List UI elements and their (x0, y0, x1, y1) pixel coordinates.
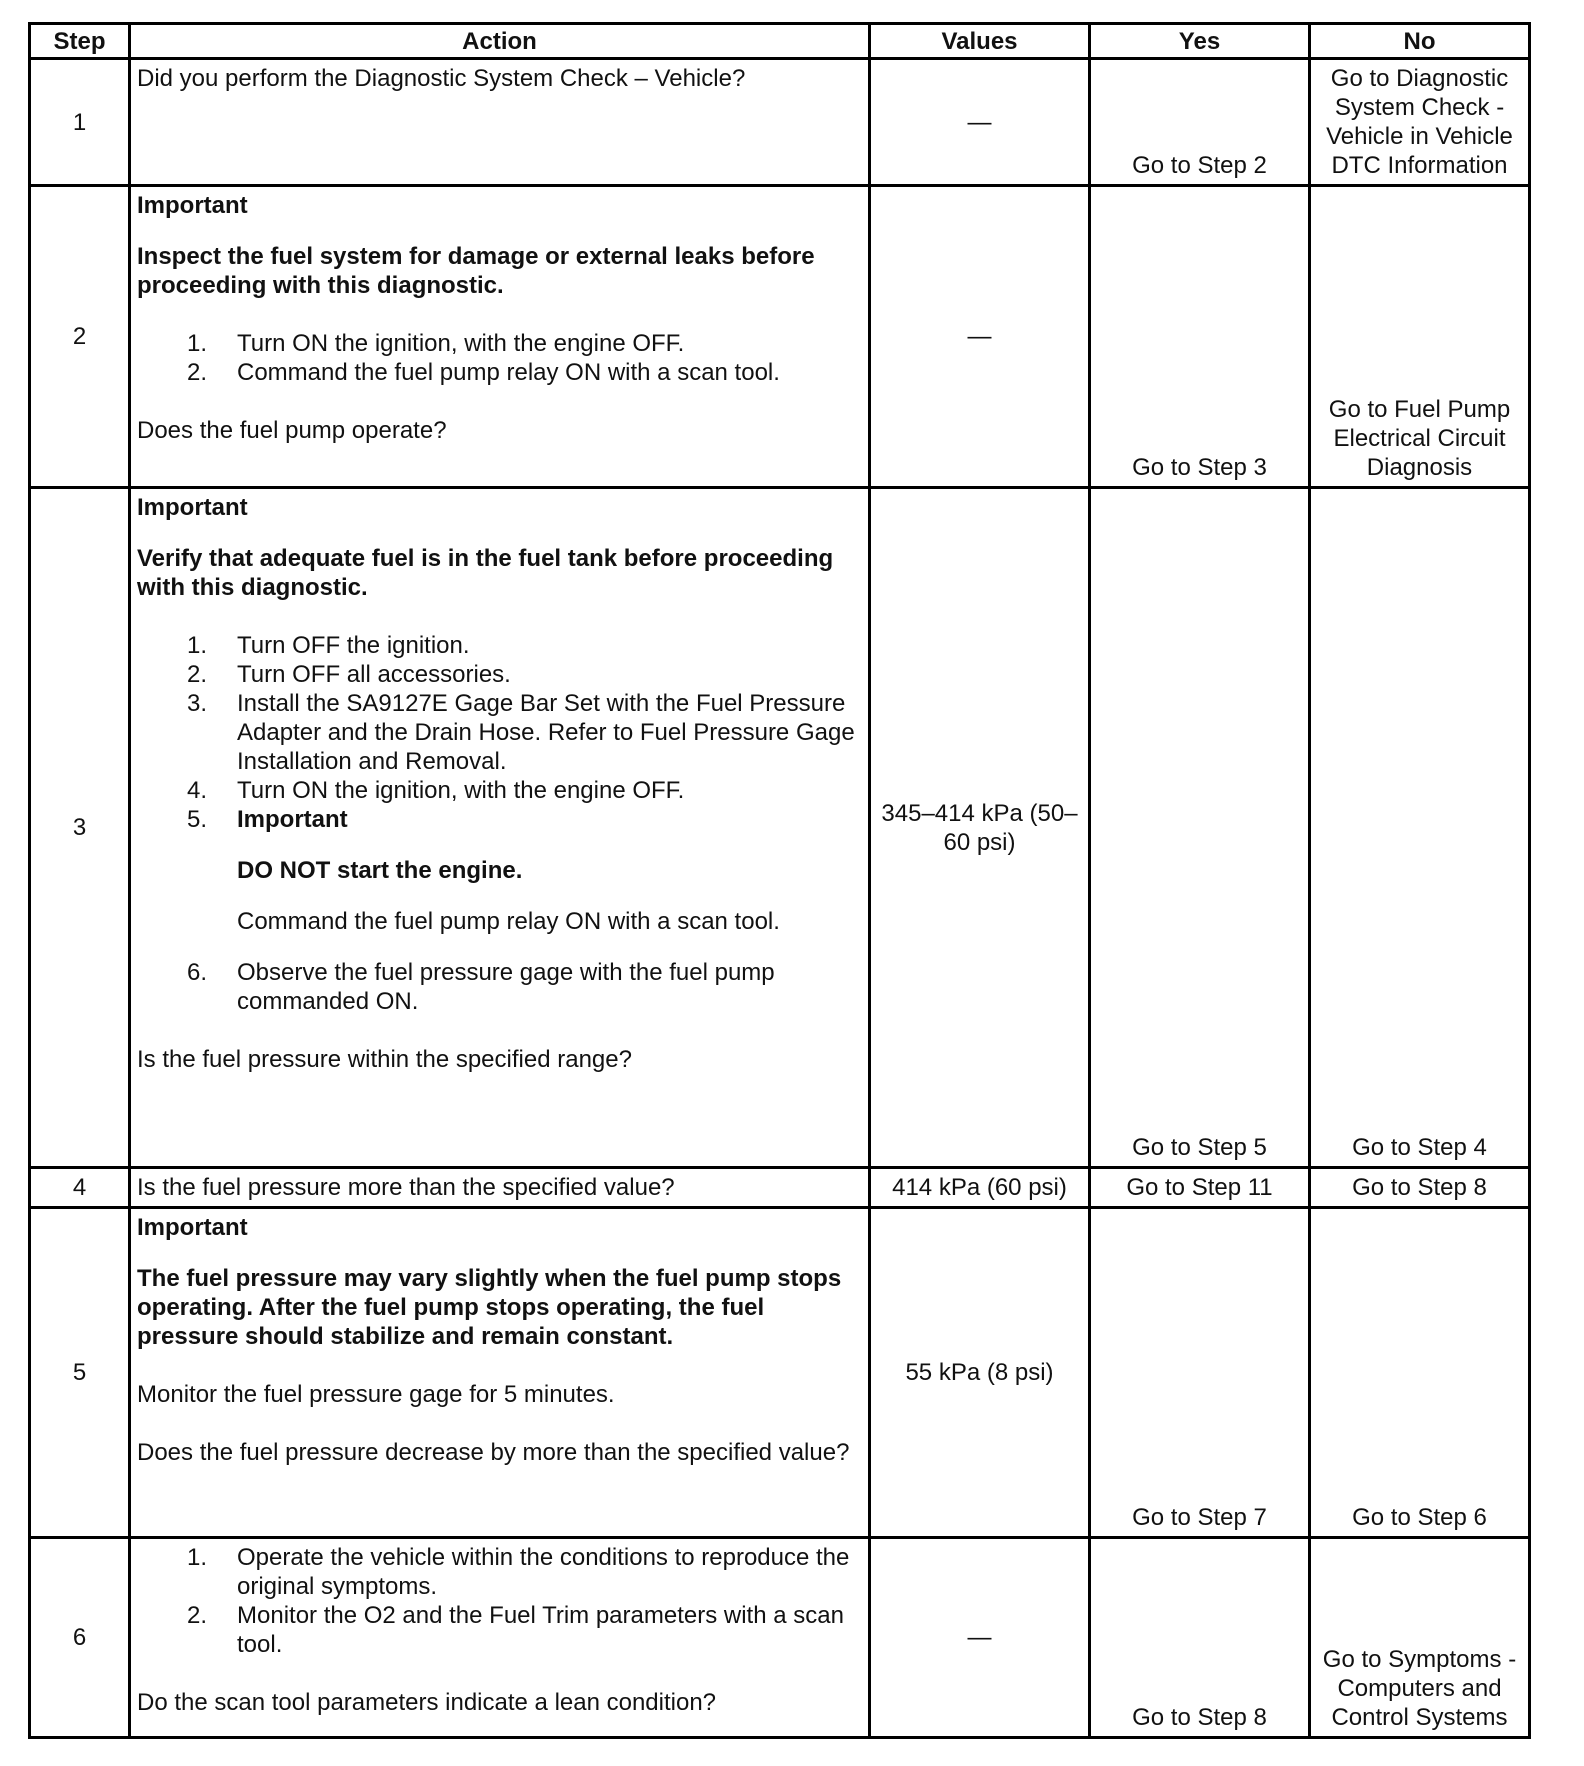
values-cell: — (870, 1538, 1090, 1738)
list-item: 2. Turn OFF all accessories. (187, 661, 511, 688)
values-cell: 414 kPa (60 psi) (870, 1168, 1090, 1208)
no-cell: Go to Step 6 (1310, 1208, 1530, 1538)
important-label: Important (237, 806, 348, 833)
list-item: 1. Turn ON the ignition, with the engine OFF. (187, 330, 685, 357)
no-cell: Go to Symptoms - Computers and Control Systems (1310, 1538, 1530, 1738)
important-text: Inspect the fuel system for damage or external leaks before proceeding with this diagnostic. (137, 243, 815, 299)
important-label: Important (137, 1214, 248, 1241)
step-number: 1 (30, 59, 130, 186)
header-action: Action (130, 24, 870, 59)
action-cell (130, 1538, 870, 1738)
list-item: 4. Turn ON the ignition, with the engine OFF. (187, 777, 685, 804)
table-row-step-3 (30, 488, 1530, 1168)
header-step: Step (30, 24, 130, 59)
values-cell: 345–414 kPa (50–60 psi) (870, 488, 1090, 1168)
yes-cell: Go to Step 3 (1090, 186, 1310, 488)
list-item: 2. Command the fuel pump relay ON with a scan tool. (187, 359, 780, 386)
procedure-list (137, 1543, 862, 1659)
list-item: 5. Important DO NOT start the engine. Command the fuel pump relay ON with a scan tool. (137, 805, 862, 958)
important-label: Important (137, 192, 248, 219)
header-no: No (1310, 24, 1530, 59)
action-cell (130, 488, 870, 1168)
step-number: 4 (30, 1168, 130, 1208)
diagnostic-table (28, 22, 1531, 1739)
header-values: Values (870, 24, 1090, 59)
instruction-text: Monitor the fuel pressure gage for 5 minutes. (137, 1381, 615, 1408)
question-text: Do the scan tool parameters indicate a lean condition? (137, 1689, 717, 1716)
yes-cell: Go to Step 7 (1090, 1208, 1310, 1538)
important-label: Important (137, 494, 248, 521)
procedure-list (137, 631, 862, 1016)
question-text: Does the fuel pressure decrease by more than the specified value? (137, 1439, 850, 1466)
values-cell: — (870, 59, 1090, 186)
header-row (30, 24, 1530, 59)
action-cell (130, 1208, 870, 1538)
yes-cell: Go to Step 5 (1090, 488, 1310, 1168)
instruction-text: Command the fuel pump relay ON with a scan tool. (237, 908, 780, 935)
procedure-list (137, 329, 862, 387)
step-number: 5 (30, 1208, 130, 1538)
table-row-step-4 (30, 1168, 1530, 1208)
list-item: 6. Observe the fuel pressure gage with the fuel pump commanded ON. (187, 959, 775, 1015)
list-item: 1. Operate the vehicle within the conditions to reproduce the original symptoms. (187, 1544, 850, 1600)
important-text: The fuel pressure may vary slightly when the fuel pump stops operating. After the fuel pump stops operating, the fuel pressure should stabilize and remain constant. (137, 1265, 842, 1350)
table-row-step-1 (30, 59, 1530, 186)
no-cell: Go to Step 8 (1310, 1168, 1530, 1208)
question-text: Is the fuel pressure more than the specified value? (137, 1174, 675, 1201)
list-item: 1. Turn OFF the ignition. (187, 632, 470, 659)
important-text: Verify that adequate fuel is in the fuel tank before proceeding with this diagnostic. (137, 545, 834, 601)
values-cell: — (870, 186, 1090, 488)
no-cell: Go to Step 4 (1310, 488, 1530, 1168)
no-cell: Go to Diagnostic System Check - Vehicle in Vehicle DTC Information (1310, 59, 1530, 186)
yes-cell: Go to Step 11 (1090, 1168, 1310, 1208)
question-text: Is the fuel pressure within the specified range? (137, 1046, 632, 1073)
list-item: 2. Monitor the O2 and the Fuel Trim parameters with a scan tool. (187, 1602, 844, 1658)
values-cell: 55 kPa (8 psi) (870, 1208, 1090, 1538)
no-cell: Go to Fuel Pump Electrical Circuit Diagnosis (1310, 186, 1530, 488)
step-number: 6 (30, 1538, 130, 1738)
warning-text: DO NOT start the engine. (237, 857, 523, 884)
list-item: 3. Install the SA9127E Gage Bar Set with the Fuel Pressure Adapter and the Drain Hose. Refer to Fuel Pressure Gage Installation and Removal. (187, 690, 855, 775)
question-text: Does the fuel pump operate? (137, 417, 447, 444)
table-row-step-5 (30, 1208, 1530, 1538)
header-yes: Yes (1090, 24, 1310, 59)
step-number: 2 (30, 186, 130, 488)
step-number: 3 (30, 488, 130, 1168)
action-cell (130, 59, 870, 186)
action-cell (130, 1168, 870, 1208)
table-row-step-6 (30, 1538, 1530, 1738)
table-row-step-2 (30, 186, 1530, 488)
action-cell (130, 186, 870, 488)
yes-cell: Go to Step 2 (1090, 59, 1310, 186)
question-text: Did you perform the Diagnostic System Check – Vehicle? (137, 65, 746, 92)
yes-cell: Go to Step 8 (1090, 1538, 1310, 1738)
